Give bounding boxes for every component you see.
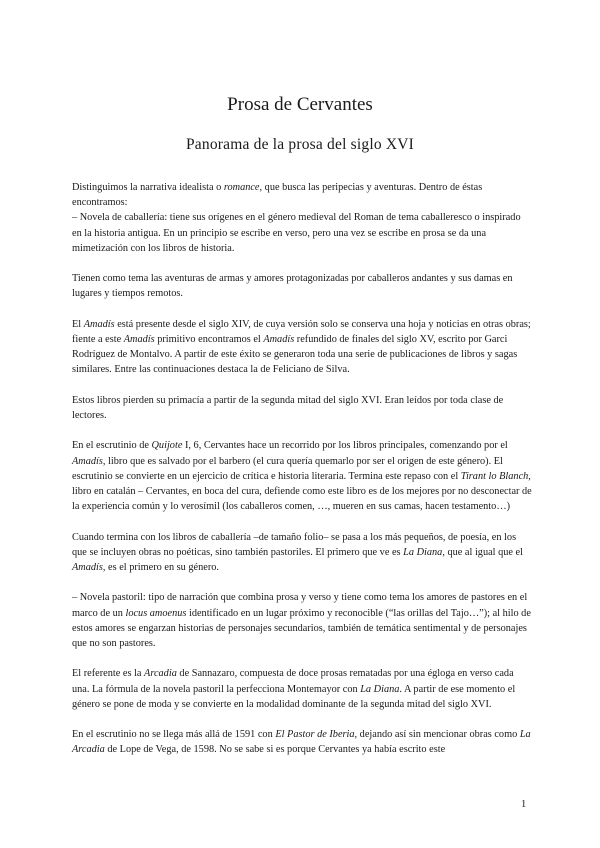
- italic-term: Amadís: [72, 455, 103, 467]
- text-run: , libro en catalán – Cervantes, en boca del cura, defiende como este libro es de los mejores por no desconectar de la experiencia común y lo verosímil (los caballeros comen, …, mueren en sus camas, hacen testamento…): [72, 470, 532, 513]
- page-subtitle: Panorama de la prosa del siglo XVI: [185, 136, 415, 153]
- italic-term: Amadís: [263, 334, 295, 345]
- paragraph-amadis: [72, 317, 532, 378]
- italic-term: Tirant lo Blanch: [460, 470, 529, 482]
- paragraph-poesia: [72, 530, 532, 576]
- italic-term: romance: [223, 182, 260, 193]
- text-run: En el escrutinio de: [72, 440, 152, 452]
- page-title: Prosa de Cervantes: [227, 94, 373, 115]
- text-run: – Novela de caballería: tiene sus orígenes en el género medieval del Roman de tema caballeresco o inspirado en la historia antigua. En un principio se escribe en verso, pero una vez se escribe en prosa se da una mimetización con los libros de historia.: [72, 212, 521, 254]
- text-run: de Lope de Vega, de 1598. No se sabe si es porque Cervantes ya había escrito este: [104, 744, 446, 756]
- text-run: Tienen como tema las aventuras de armas y amores protagonizadas por caballeros andantes y sus damas en lugares y tiempos remotos.: [72, 273, 513, 300]
- italic-term: Quijote: [151, 440, 183, 452]
- text-run: – Novela pastoril: tipo de narración que combina prosa y verso y tiene como tema los amores de pastores en el marco de un: [72, 592, 528, 619]
- text-run: primitivo encontramos el: [154, 334, 264, 345]
- italic-term: La Arcadia: [72, 729, 531, 756]
- text-run: Cuando termina con los libros de caballería –de tamaño folio– se pasa a los más pequeños, de poesía, en los que se incluyen obras no poéticas, sino también pastoriles. El primero que ve es: [72, 531, 517, 558]
- text-run: El referente es la: [72, 668, 145, 680]
- text-run: El: [72, 318, 84, 330]
- text-run: , que busca las peripecias y aventuras. Dentro de éstas encontramos:: [72, 182, 483, 209]
- text-run: está presente desde el siglo XIV, de cuya versión solo se conserva una hoja y noticias en otras obras; fiente a este: [72, 318, 531, 345]
- text-run: , es el primero en su género.: [102, 562, 219, 573]
- paragraph-escrutinio: [72, 438, 532, 514]
- paragraph-novela-pastoril: [72, 590, 532, 651]
- text-run: I, 6, Cervantes hace un recorrido por los libros principales, comenzando por el: [182, 440, 508, 452]
- paragraph-novela-caballeria: [72, 210, 532, 256]
- text-run: refundido de finales del siglo XV, escrito por Garci Rodríguez de Montalvo. A partir de este éxito se generaron toda una serie de publicaciones de libros y sagas similares. Entre las continuaciones destaca la de Feliciano de Silva.: [72, 334, 518, 376]
- paragraph-referente: [72, 666, 532, 712]
- page-number: 1: [521, 799, 527, 810]
- paragraph-1591: [72, 727, 532, 757]
- italic-term: El Pastor de Iberia: [275, 729, 355, 741]
- text-run: Estos libros pierden su primacía a partir de la segunda mitad del siglo XVI. Eran leídos por toda clase de lectores.: [72, 394, 504, 421]
- paragraph-primacia: [72, 393, 532, 423]
- italic-term: Amadís: [83, 318, 115, 330]
- text-run: , dejando así sin mencionar obras como: [354, 729, 520, 741]
- italic-term: Arcadia: [144, 668, 177, 680]
- italic-term: La Diana: [360, 683, 400, 695]
- text-run: . A partir de ese momento el género se pone de moda y se convierte en la modalidad dominante de la segunda mitad del siglo XVI.: [72, 683, 516, 710]
- text-run: En el escrutinio no se llega más allá de 1591 con: [72, 729, 276, 741]
- paragraph-intro: [72, 180, 532, 210]
- text-run: de Sannazaro, compuesta de doce prosas rematadas por una égloga en verso cada una. La fórmula de la novela pastoril la perfecciona Montemayor con: [72, 668, 514, 695]
- paragraph-tema: [72, 271, 532, 301]
- italic-term: locus amoenus: [125, 607, 187, 619]
- document-body: [72, 180, 532, 758]
- text-run: , libro que es salvado por el barbero (el cura quería quemarlo por ser el origen de este género). El escrutinio se convierte en un ejercicio de crítica e historia literaria. Termina este repaso con el: [72, 455, 503, 482]
- italic-term: Amadís: [123, 334, 155, 345]
- italic-term: Amadís: [72, 562, 103, 573]
- italic-term: La Diana: [403, 546, 443, 558]
- text-run: , que al igual que el: [442, 546, 523, 558]
- text-run: identificado en un lugar próximo y reconocible (“las orillas del Tajo…”); al hilo de estos amores se engarzan historias de personajes secundarios, también de temática sentimental y de personajes que no son pastores.: [72, 607, 531, 649]
- text-run: Distinguimos la narrativa idealista o: [72, 182, 224, 193]
